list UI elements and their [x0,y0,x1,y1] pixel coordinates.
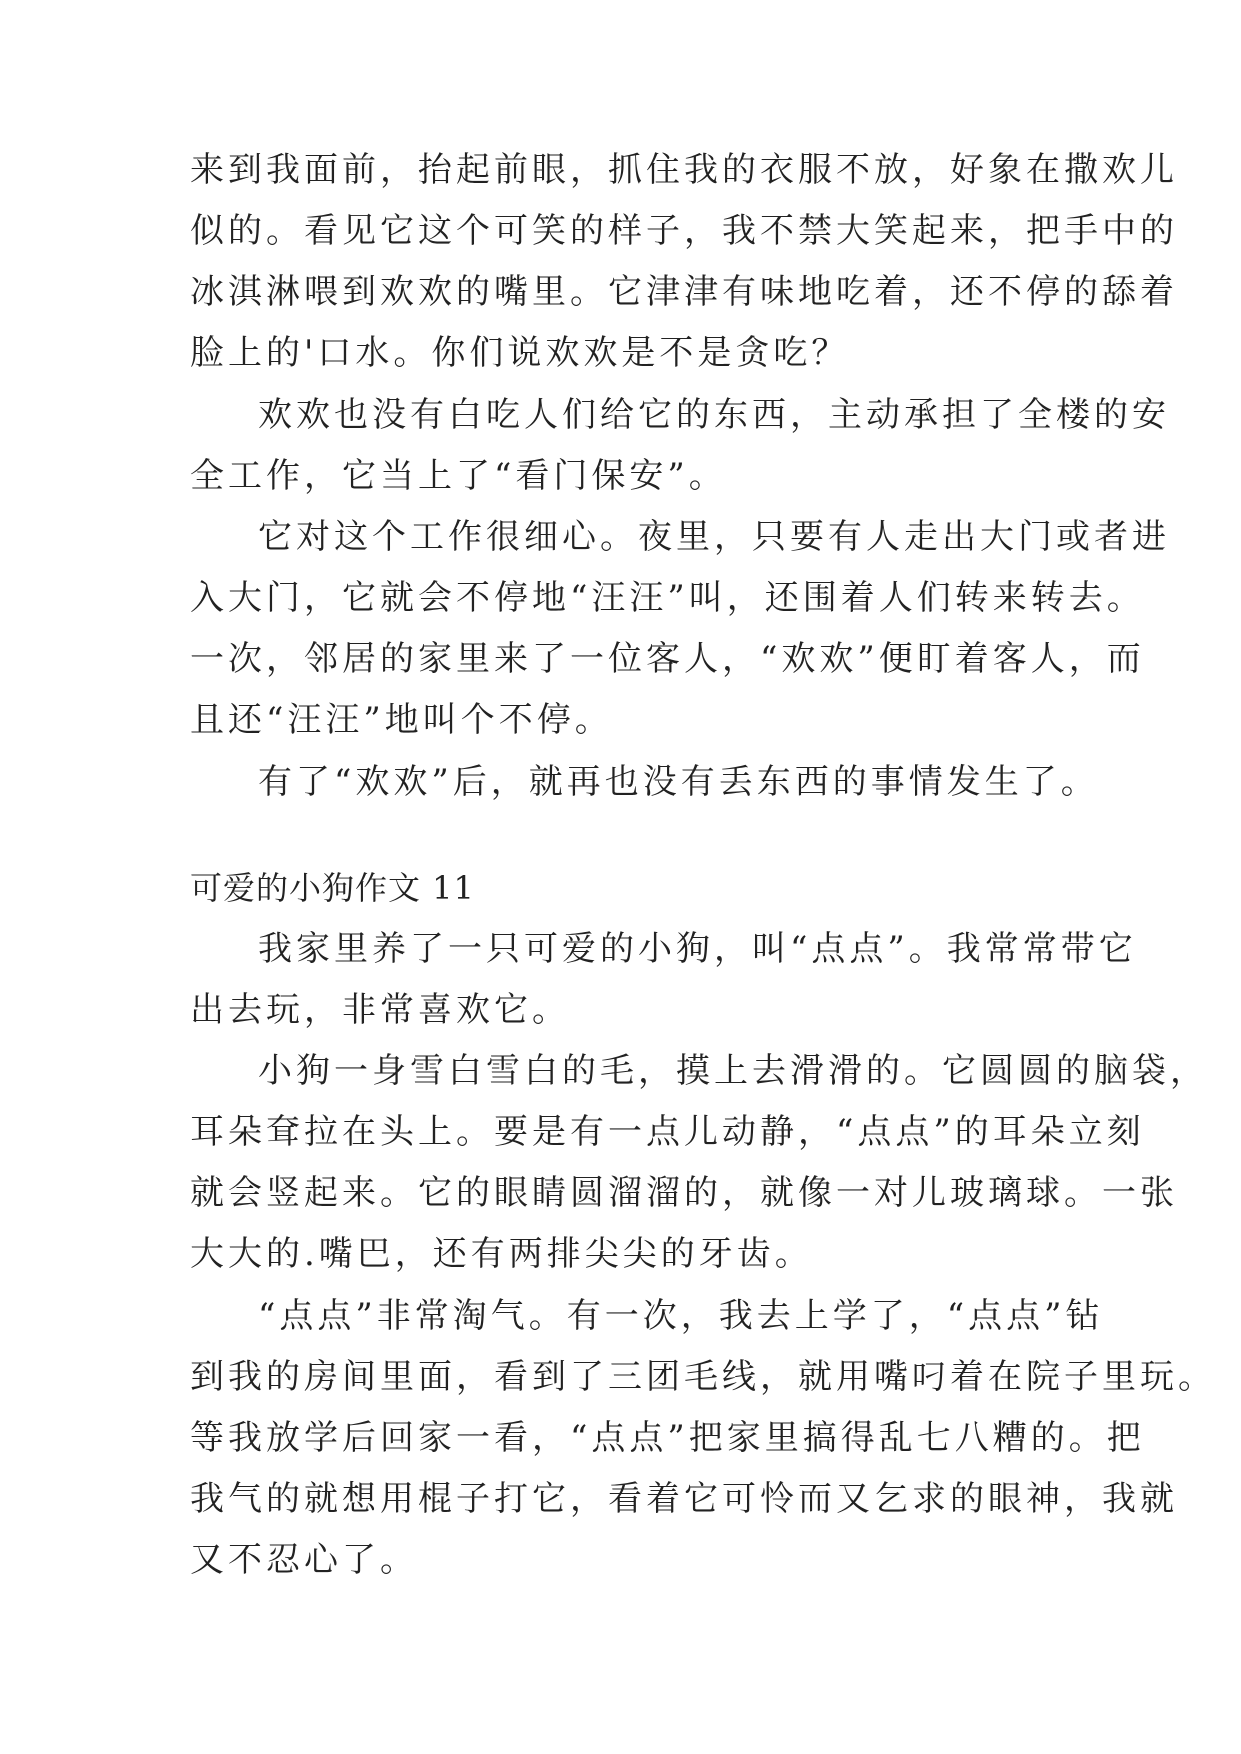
text-line: 入大门，它就会不停地“汪汪”叫，还围着人们转来转去。 [190,578,1145,618]
text-line: 似的。看见它这个可笑的样子，我不禁大笑起来，把手中的 [190,211,1178,251]
text-line: 我气的就想用棍子打它，看着它可怜而又乞求的眼神，我就 [190,1479,1178,1519]
paragraph-start-line: 小狗一身雪白雪白的毛，摸上去滑滑的。它圆圆的脑袋， [258,1051,1208,1091]
text-line: 脸上的'口水。你们说欢欢是不是贪吃？ [190,333,850,373]
paragraph-start-line: 我家里养了一只可爱的小狗，叫“点点”。我常常带它 [258,929,1137,969]
section-title: 可爱的小狗作文 11 [190,869,475,907]
text-line: 一次，邻居的家里来了一位客人，“欢欢”便盯着客人，而 [190,639,1145,679]
paragraph-start-line: 欢欢也没有白吃人们给它的东西，主动承担了全楼的安 [258,395,1170,435]
text-line: 出去玩，非常喜欢它。 [190,990,570,1030]
paragraph-start-line: 有了“欢欢”后，就再也没有丢东西的事情发生了。 [258,762,1099,802]
text-line: 等我放学后回家一看，“点点”把家里搞得乱七八糟的。把 [190,1418,1145,1458]
text-line: 冰淇淋喂到欢欢的嘴里。它津津有味地吃着，还不停的舔着 [190,272,1178,312]
text-line: 又不忍心了。 [190,1540,418,1580]
paragraph-start-line: “点点”非常淘气。有一次，我去上学了，“点点”钻 [258,1296,1104,1336]
text-line: 到我的房间里面，看到了三团毛线，就用嘴叼着在院子里玩。 [190,1357,1216,1397]
text-line: 来到我面前，抬起前眼，抓住我的衣服不放，好象在撒欢儿 [190,150,1178,190]
text-line: 大大的.嘴巴，还有两排尖尖的牙齿。 [190,1234,813,1274]
text-line: 且还“汪汪”地叫个不停。 [190,700,613,740]
text-line: 就会竖起来。它的眼睛圆溜溜的，就像一对儿玻璃球。一张 [190,1173,1178,1213]
paragraph-start-line: 它对这个工作很细心。夜里，只要有人走出大门或者进 [258,517,1170,557]
text-line: 全工作，它当上了“看门保安”。 [190,456,727,496]
text-line: 耳朵耷拉在头上。要是有一点儿动静，“点点”的耳朵立刻 [190,1112,1145,1152]
